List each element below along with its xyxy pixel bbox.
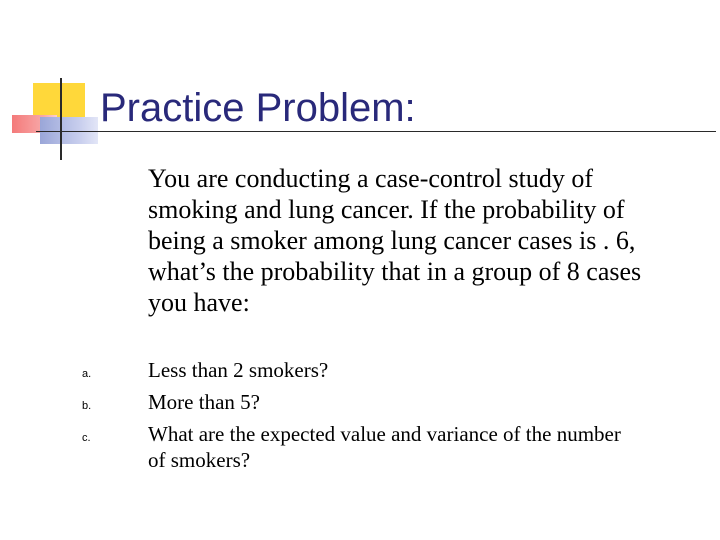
list-item-letter: b. (82, 400, 92, 412)
problem-line: being a smoker among lung cancer cases is . 6, (148, 226, 636, 255)
list-item-letter: a. (82, 368, 92, 380)
problem-line: You are conducting a case-control study of (148, 164, 594, 193)
problem-line: what’s the probability that in a group of 8 cases (148, 257, 642, 286)
problem-statement (148, 163, 708, 318)
slide-title: Practice Problem: (100, 86, 416, 130)
decor-vertical-line (60, 78, 62, 160)
problem-line: you have: (148, 288, 250, 317)
list-item-text: Less than 2 smokers? (148, 358, 329, 382)
list-item-letter: c. (82, 432, 91, 444)
list-item-text: of smokers? (148, 448, 251, 472)
list-item-text: What are the expected value and variance of the number (148, 422, 621, 446)
problem-line: smoking and lung cancer. If the probability of (148, 195, 625, 224)
list-item-text: More than 5? (148, 390, 260, 414)
